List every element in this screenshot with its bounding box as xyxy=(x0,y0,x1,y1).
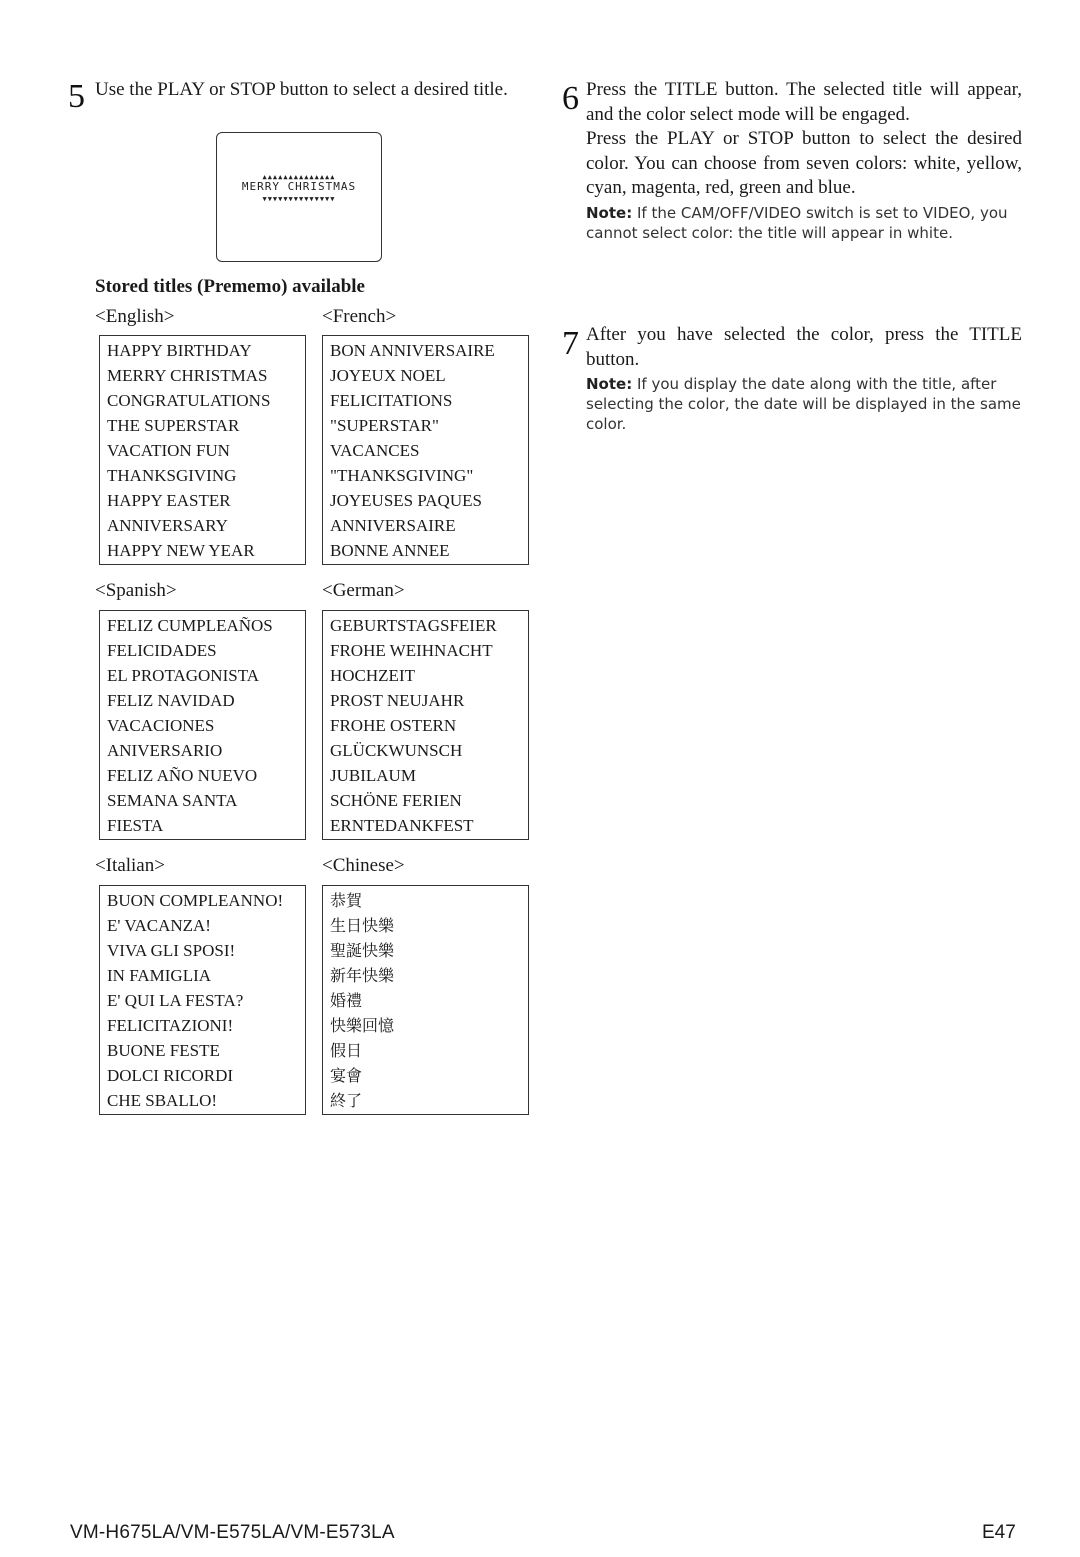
title-item: VACACIONES xyxy=(107,716,215,735)
lang-label-german: <German> xyxy=(322,580,405,601)
title-item: FELICIDADES xyxy=(107,641,217,660)
title-item: FELICITAZIONI! xyxy=(107,1016,234,1035)
title-item: FELIZ CUMPLEAÑOS xyxy=(107,616,273,635)
title-item: 新年快樂 xyxy=(330,966,395,985)
title-item: SCHÖNE FERIEN xyxy=(330,791,462,810)
title-item: THE SUPERSTAR xyxy=(107,416,240,435)
title-item: "SUPERSTAR" xyxy=(330,416,439,435)
step-7-body xyxy=(586,323,1022,434)
note xyxy=(586,374,1022,434)
lang-label-chinese: <Chinese> xyxy=(322,855,405,876)
title-item: CHE SBALLO! xyxy=(107,1091,218,1110)
title-item: JOYEUX NOEL xyxy=(330,366,446,385)
title-item: 生日快樂 xyxy=(330,916,395,935)
title-item: DOLCI RICORDI xyxy=(107,1066,234,1085)
title-item: 宴會 xyxy=(330,1066,363,1085)
title-items xyxy=(107,888,305,1113)
model-number: VM-H675LA/VM-E575LA/VM-E573LA xyxy=(70,1522,395,1543)
note-label: Note: xyxy=(586,203,633,222)
title-items xyxy=(107,338,305,563)
note-text: If the CAM/OFF/VIDEO switch is set to VIDEO, you cannot select color: the title will appear in white. xyxy=(586,203,1008,242)
title-item: HAPPY NEW YEAR xyxy=(107,541,255,560)
title-list-english xyxy=(99,335,306,565)
title-item: THANKSGIVING xyxy=(107,466,237,485)
title-list-italian xyxy=(99,885,306,1115)
title-items xyxy=(330,888,528,1113)
title-items xyxy=(107,613,305,838)
title-item: FELICITATIONS xyxy=(330,391,453,410)
title-item: BONNE ANNEE xyxy=(330,541,450,560)
title-item: ANIVERSARIO xyxy=(107,741,223,760)
stored-titles-heading: Stored titles (Prememo) available xyxy=(95,276,365,297)
step-number: 7 xyxy=(562,325,579,362)
monitor-title-text: MERRY CHRISTMAS xyxy=(241,180,357,193)
title-item: MERRY CHRISTMAS xyxy=(107,366,268,385)
title-item: BUONE FESTE xyxy=(107,1041,220,1060)
title-item: ANNIVERSAIRE xyxy=(330,516,456,535)
title-item: 恭賀 xyxy=(330,891,363,910)
title-item: ERNTEDANKFEST xyxy=(330,816,474,835)
title-item: JUBILAUM xyxy=(330,766,416,785)
title-item: BUON COMPLEANNO! xyxy=(107,891,284,910)
title-item: GEBURTSTAGSFEIER xyxy=(330,616,497,635)
title-item: FELIZ NAVIDAD xyxy=(107,691,235,710)
title-item: ANNIVERSARY xyxy=(107,516,228,535)
title-item: SEMANA SANTA xyxy=(107,791,238,810)
title-item: HAPPY BIRTHDAY xyxy=(107,341,252,360)
title-list-chinese xyxy=(322,885,529,1115)
title-item: E' VACANZA! xyxy=(107,916,211,935)
step-7 xyxy=(562,323,1022,434)
title-item: FELIZ AÑO NUEVO xyxy=(107,766,258,785)
step-6-body xyxy=(586,78,1022,243)
step-number: 5 xyxy=(68,78,85,115)
title-item: 婚禮 xyxy=(330,991,363,1010)
note-text: If you display the date along with the title, after selecting the color, the date will be displayed in the same color. xyxy=(586,375,1021,433)
title-item: PROST NEUJAHR xyxy=(330,691,465,710)
title-item: VACANCES xyxy=(330,441,420,460)
title-item: 終了 xyxy=(330,1091,363,1110)
title-item: EL PROTAGONISTA xyxy=(107,666,260,685)
title-item: 假日 xyxy=(330,1041,363,1060)
step-number: 6 xyxy=(562,80,579,117)
title-item: CONGRATULATIONS xyxy=(107,391,271,410)
title-item: JOYEUSES PAQUES xyxy=(330,491,482,510)
step-5 xyxy=(68,78,538,115)
title-item: FROHE OSTERN xyxy=(330,716,457,735)
monitor-illustration xyxy=(216,132,382,262)
title-item: GLÜCKWUNSCH xyxy=(330,741,463,760)
lang-label-english: <English> xyxy=(95,306,175,327)
title-item: HAPPY EASTER xyxy=(107,491,231,510)
title-item: FIESTA xyxy=(107,816,164,835)
title-item: 聖誕快樂 xyxy=(330,941,395,960)
title-list-french xyxy=(322,335,529,565)
title-item: VIVA GLI SPOSI! xyxy=(107,941,236,960)
title-item: "THANKSGIVING" xyxy=(330,466,474,485)
note xyxy=(586,203,1022,243)
title-items xyxy=(330,338,528,563)
step-6 xyxy=(562,78,1022,243)
title-item: HOCHZEIT xyxy=(330,666,415,685)
title-item: 快樂回憶 xyxy=(330,1016,395,1035)
step-text: Use the PLAY or STOP button to select a desired title. xyxy=(95,79,508,100)
stars-top: ▲▲▲▲▲▲▲▲▲▲▲▲▲▲ xyxy=(262,173,336,181)
lang-label-italian: <Italian> xyxy=(95,855,165,876)
note-label: Note: xyxy=(586,375,633,393)
lang-label-french: <French> xyxy=(322,306,397,327)
lang-label-spanish: <Spanish> xyxy=(95,580,177,601)
title-list-german xyxy=(322,610,529,840)
step-text: Press the TITLE button. The selected title will appear, and the color select mode will be engaged. xyxy=(586,79,1022,125)
title-item: IN FAMIGLIA xyxy=(107,966,212,985)
step-text: After you have selected the color, press the TITLE button. xyxy=(586,324,1022,370)
title-item: VACATION FUN xyxy=(107,441,230,460)
title-list-spanish xyxy=(99,610,306,840)
title-item: E' QUI LA FESTA? xyxy=(107,991,244,1010)
page-number: E47 xyxy=(982,1522,1016,1543)
title-item: FROHE WEIHNACHT xyxy=(330,641,493,660)
stars-bottom: ▼▼▼▼▼▼▼▼▼▼▼▼▼▼ xyxy=(262,195,336,203)
title-item: BON ANNIVERSAIRE xyxy=(330,341,495,360)
title-items xyxy=(330,613,528,838)
step-text-2: Press the PLAY or STOP button to select the desired color. You can choose from seven colors: white, yellow, cyan, magenta, red, green and blue. xyxy=(586,128,1022,198)
